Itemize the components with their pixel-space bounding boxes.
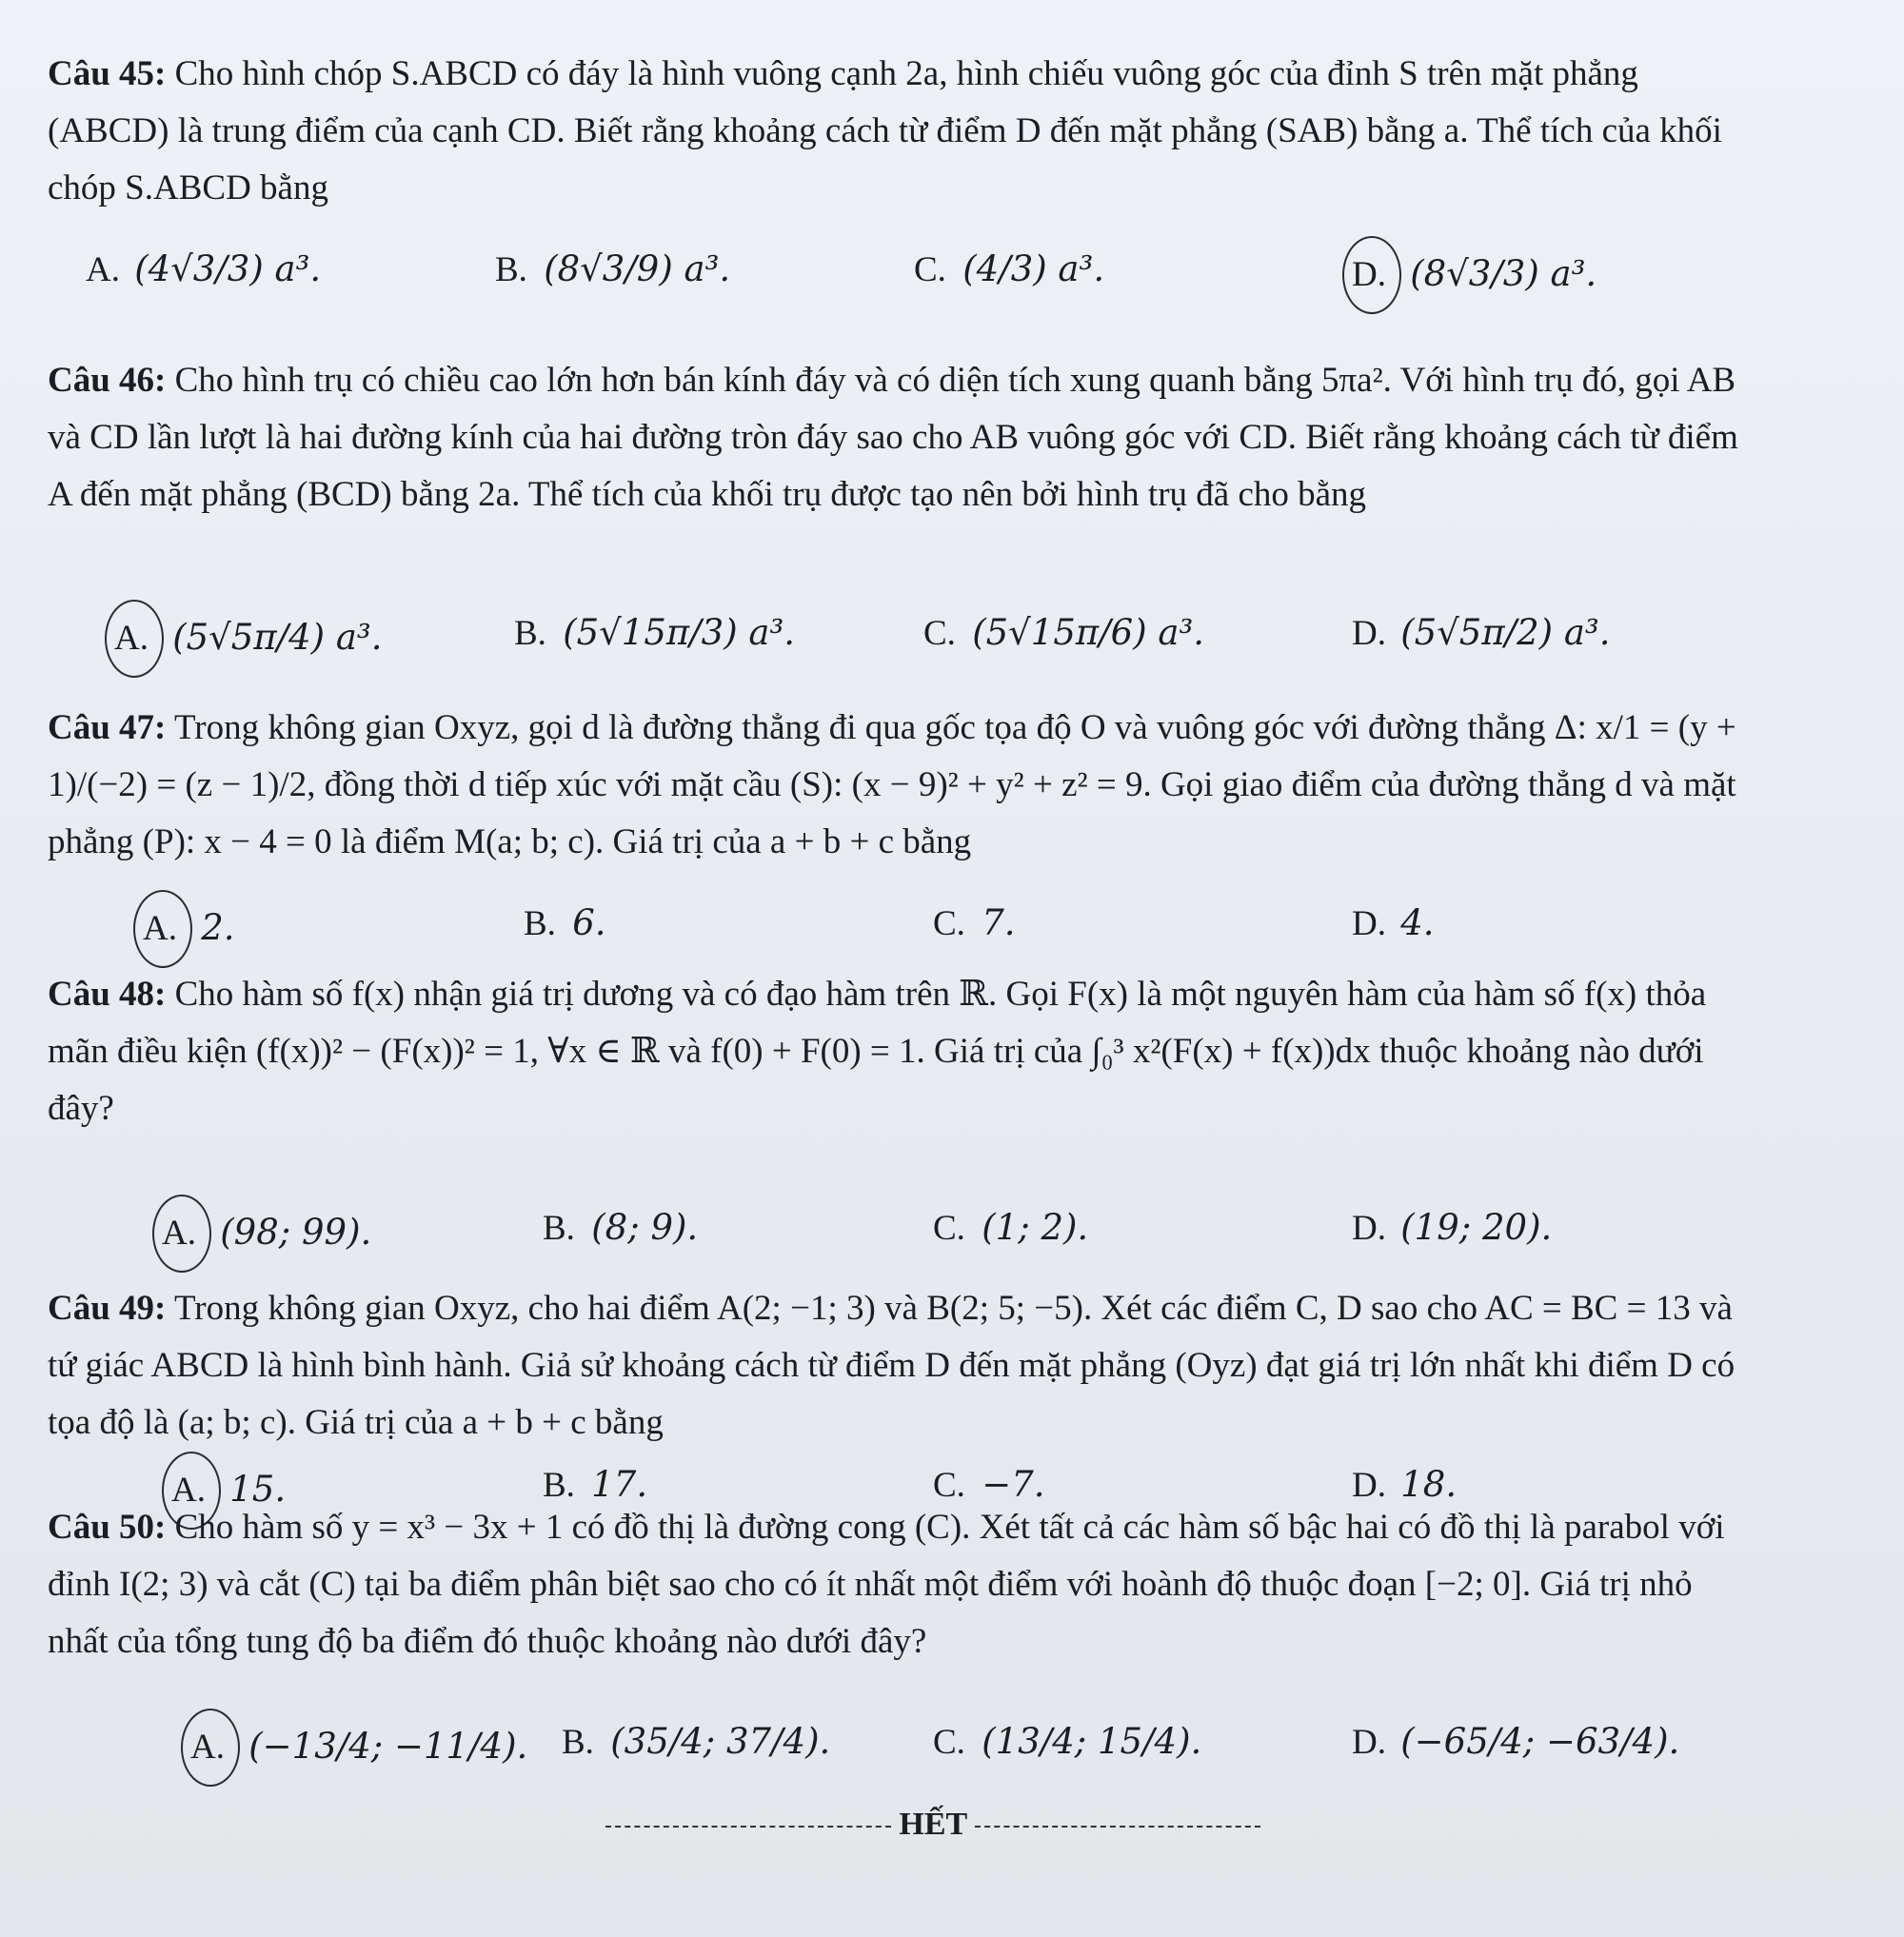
option-letter: A. (86, 250, 120, 289)
option-value: (1; 2). (982, 1207, 1089, 1248)
option-value: (−13/4; −11/4). (248, 1726, 528, 1767)
option-value: (5√15π/6) a³. (972, 612, 1205, 653)
option-value: (98; 99). (220, 1212, 372, 1253)
option-b[interactable] (524, 890, 606, 958)
option-letter: D. (1352, 614, 1386, 653)
option-d[interactable] (1352, 1709, 1679, 1776)
option-b[interactable] (495, 236, 730, 304)
end-marker (571, 1807, 1295, 1843)
option-letter-circled: A. (133, 890, 192, 968)
question-number: Câu 47: (48, 708, 167, 747)
options-46 (48, 600, 1761, 676)
option-b[interactable] (514, 600, 795, 667)
option-letter: B. (514, 614, 546, 653)
option-letter: C. (933, 904, 965, 943)
question-text: Cho hàm số y = x³ − 3x + 1 có đồ thị là đường cong (C). Xét tất cả các hàm số bậc hai có đồ thị là parabol với đỉnh I(2; 3) và cắt (C) tại ba điểm phân biệt sao cho có ít nhất một điểm với hoành độ thuộc đoạn [−2; 0]. Giá trị nhỏ nhất của tổng tung độ ba điểm đó thuộc khoảng nào dưới đây? (48, 1508, 1725, 1661)
end-label: HẾT (899, 1807, 967, 1842)
option-value: (4√3/3) a³. (134, 248, 322, 289)
option-value: 17. (591, 1464, 648, 1505)
option-value: (5√5π/4) a³. (172, 617, 383, 658)
option-letter: D. (1352, 1723, 1386, 1762)
option-letter: B. (543, 1466, 575, 1505)
option-value: (8√3/9) a³. (544, 248, 731, 289)
option-value: (−65/4; −63/4). (1400, 1721, 1680, 1762)
option-letter: B. (543, 1209, 575, 1248)
option-a[interactable] (190, 1709, 527, 1787)
options-47 (48, 890, 1761, 966)
option-value: 7. (982, 902, 1016, 943)
question-text: Trong không gian Oxyz, gọi d là đường thẳng đi qua gốc tọa độ O và vuông góc với đường thẳng Δ: x/1 = (y + 1)/(−2) = (z − 1)/2, đồng thời d tiếp xúc với mặt cầu (S): (x − 9)² + y² + z² = 9. Gọi giao điểm của đường thẳng d và mặt phẳng (P): x − 4 = 0 là điểm M(a; b; c). Giá trị của a + b + c bằng (48, 708, 1736, 861)
option-letter: D. (1352, 904, 1386, 943)
option-a[interactable] (143, 890, 235, 968)
option-d[interactable] (1352, 236, 1597, 314)
option-letter-circled: D. (1342, 236, 1401, 314)
question-number: Câu 46: (48, 361, 167, 400)
options-45 (48, 236, 1761, 312)
option-letter: B. (495, 250, 527, 289)
option-value: 18. (1400, 1464, 1458, 1505)
option-c[interactable] (933, 890, 1016, 958)
option-letter: B. (524, 904, 556, 943)
option-letter: C. (923, 614, 956, 653)
option-a[interactable] (162, 1195, 371, 1273)
option-value: 2. (201, 907, 235, 948)
option-a[interactable] (86, 236, 321, 304)
question-number: Câu 49: (48, 1289, 167, 1328)
options-48 (48, 1195, 1761, 1271)
option-value: (8; 9). (591, 1207, 699, 1248)
option-letter: D. (1352, 1209, 1386, 1248)
option-d[interactable] (1352, 890, 1435, 958)
option-a[interactable] (114, 600, 383, 678)
question-number: Câu 50: (48, 1508, 167, 1547)
option-c[interactable] (933, 1709, 1201, 1776)
dashed-rule (975, 1826, 1260, 1828)
option-value: (5√5π/2) a³. (1400, 612, 1611, 653)
question-number: Câu 45: (48, 54, 167, 93)
option-value: 6. (572, 902, 606, 943)
question-47 (48, 700, 1761, 948)
option-value: (8√3/3) a³. (1410, 253, 1597, 294)
option-b[interactable] (562, 1709, 830, 1776)
question-45 (48, 46, 1761, 294)
question-text: Cho hình chóp S.ABCD có đáy là hình vuông cạnh 2a, hình chiếu vuông góc của đỉnh S trên mặt phẳng (ABCD) là trung điểm của cạnh CD. Biết rằng khoảng cách từ điểm D đến mặt phẳng (SAB) bằng a. Thể tích của khối chóp S.ABCD bằng (48, 54, 1722, 208)
option-c[interactable] (914, 236, 1104, 304)
option-letter: D. (1352, 1466, 1386, 1505)
options-50 (48, 1709, 1761, 1785)
option-letter-circled: A. (181, 1709, 240, 1787)
dashed-rule (605, 1826, 891, 1828)
option-value: (13/4; 15/4). (982, 1721, 1202, 1762)
option-letter: B. (562, 1723, 594, 1762)
option-letter-circled: A. (152, 1195, 211, 1273)
option-value: (5√15π/3) a³. (563, 612, 796, 653)
option-letter: C. (914, 250, 946, 289)
option-letter-circled: A. (105, 600, 164, 678)
option-value: (4/3) a³. (962, 248, 1105, 289)
option-value: 4. (1400, 902, 1435, 943)
question-49 (48, 1280, 1761, 1510)
option-c[interactable] (923, 600, 1204, 667)
option-letter: C. (933, 1466, 965, 1505)
question-text: Trong không gian Oxyz, cho hai điểm A(2; −1; 3) và B(2; 5; −5). Xét các điểm C, D sao cho AC = BC = 13 và tứ giác ABCD là hình bình hành. Giả sử khoảng cách từ điểm D đến mặt phẳng (Oyz) đạt giá trị lớn nhất khi điểm D có tọa độ là (a; b; c). Giá trị của a + b + c bằng (48, 1289, 1735, 1442)
option-c[interactable] (933, 1195, 1088, 1262)
option-value: (19; 20). (1400, 1207, 1553, 1248)
question-text: Cho hình trụ có chiều cao lớn hơn bán kính đáy và có diện tích xung quanh bằng 5πa². Với hình trụ đó, gọi AB và CD lần lượt là hai đường kính của hai đường tròn đáy sao cho AB vuông góc với CD. Biết rằng khoảng cách từ điểm A đến mặt phẳng (BCD) bằng 2a. Thể tích của khối trụ được tạo nên bởi hình trụ đã cho bằng (48, 361, 1738, 514)
question-50 (48, 1499, 1761, 1767)
option-value: −7. (982, 1464, 1045, 1505)
question-46 (48, 352, 1761, 658)
option-d[interactable] (1352, 600, 1611, 667)
option-value: 15. (229, 1469, 287, 1510)
option-letter: C. (933, 1209, 965, 1248)
question-number: Câu 48: (48, 975, 167, 1014)
option-letter: C. (933, 1723, 965, 1762)
option-d[interactable] (1352, 1195, 1552, 1262)
option-letter-circled: A. (162, 1452, 221, 1530)
question-text: Cho hàm số f(x) nhận giá trị dương và có đạo hàm trên ℝ. Gọi F(x) là một nguyên hàm của hàm số f(x) thỏa mãn điều kiện (f(x))² − (F(x))² = 1, ∀x ∈ ℝ và f(0) + F(0) = 1. Giá trị của ∫₀³ x²(F(x) + f(x))dx thuộc khoảng nào dưới đây? (48, 975, 1707, 1128)
question-48 (48, 966, 1761, 1253)
option-value: (35/4; 37/4). (610, 1721, 831, 1762)
option-b[interactable] (543, 1195, 698, 1262)
